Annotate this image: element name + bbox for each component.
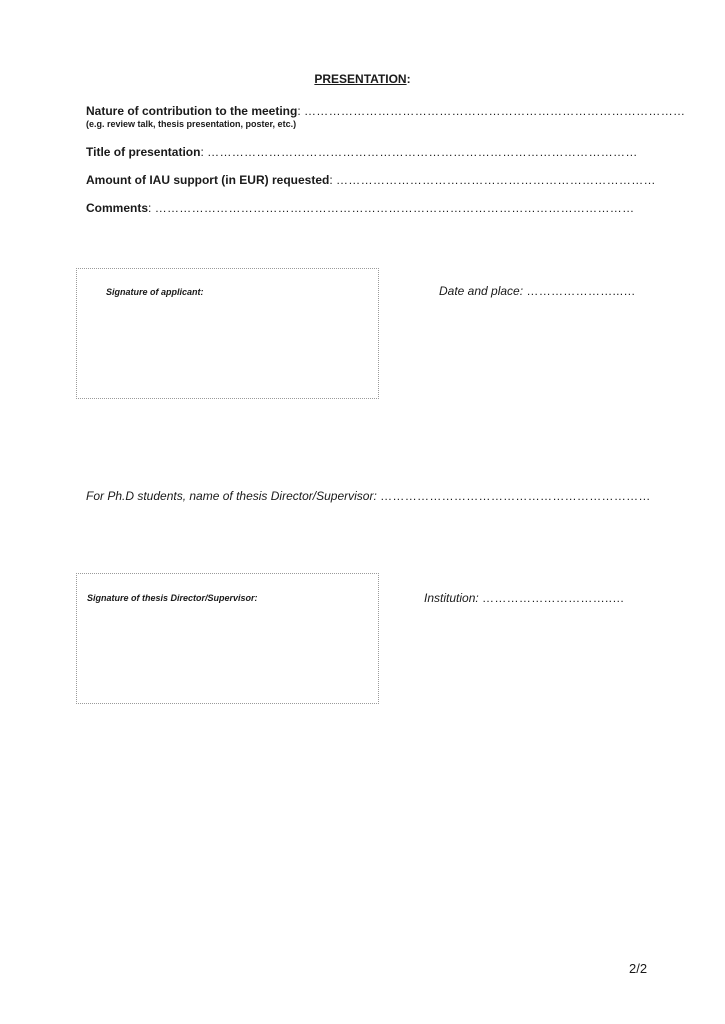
supervisor-signature-box[interactable]: [76, 573, 379, 704]
nature-sep: :: [297, 104, 304, 118]
amount-field[interactable]: [86, 173, 656, 187]
amount-label: Amount of IAU support (in EUR) requested: [86, 173, 330, 187]
title-dots[interactable]: ……………………………………………………………………………………………: [207, 145, 638, 159]
section-colon: :: [406, 72, 411, 86]
applicant-signature-box[interactable]: [76, 268, 379, 399]
date-place-dots[interactable]: …………………...…: [526, 284, 636, 298]
supervisor-name-field[interactable]: [86, 489, 651, 503]
comments-dots[interactable]: ………………………………………………………………………………………………………: [154, 201, 635, 215]
amount-sep: :: [329, 173, 336, 187]
title-field[interactable]: [86, 145, 638, 159]
institution-field[interactable]: [424, 591, 624, 605]
date-place-field[interactable]: [439, 284, 638, 298]
comments-label: Comments: [86, 201, 149, 215]
supervisor-name-label: For Ph.D students, name of thesis Director/Supervisor:: [86, 489, 381, 503]
comments-field[interactable]: [86, 201, 635, 215]
section-title: PRESENTATION: [314, 72, 407, 86]
nature-label: Nature of contribution to the meeting: [86, 104, 298, 118]
title-sep: :: [200, 145, 208, 159]
title-label: Title of presentation: [86, 145, 201, 159]
section-heading: [0, 72, 725, 86]
institution-dots[interactable]: …………………………..…: [482, 591, 625, 605]
nature-hint: (e.g. review talk, thesis presentation, poster, etc.): [86, 119, 297, 129]
page-number: 2/2: [629, 961, 648, 976]
supervisor-signature-label: Signature of thesis Director/Supervisor:: [87, 593, 258, 603]
nature-field[interactable]: [86, 104, 686, 118]
nature-dots[interactable]: …………………………………………………………………………………: [304, 104, 686, 118]
date-place-label: Date and place:: [439, 284, 527, 298]
amount-dots[interactable]: ……………………………………………………………………: [336, 173, 656, 187]
applicant-signature-label: Signature of applicant:: [106, 287, 204, 297]
supervisor-name-dots[interactable]: …………………………………………………………: [380, 489, 651, 503]
comments-sep: :: [148, 201, 155, 215]
institution-label: Institution:: [424, 591, 483, 605]
